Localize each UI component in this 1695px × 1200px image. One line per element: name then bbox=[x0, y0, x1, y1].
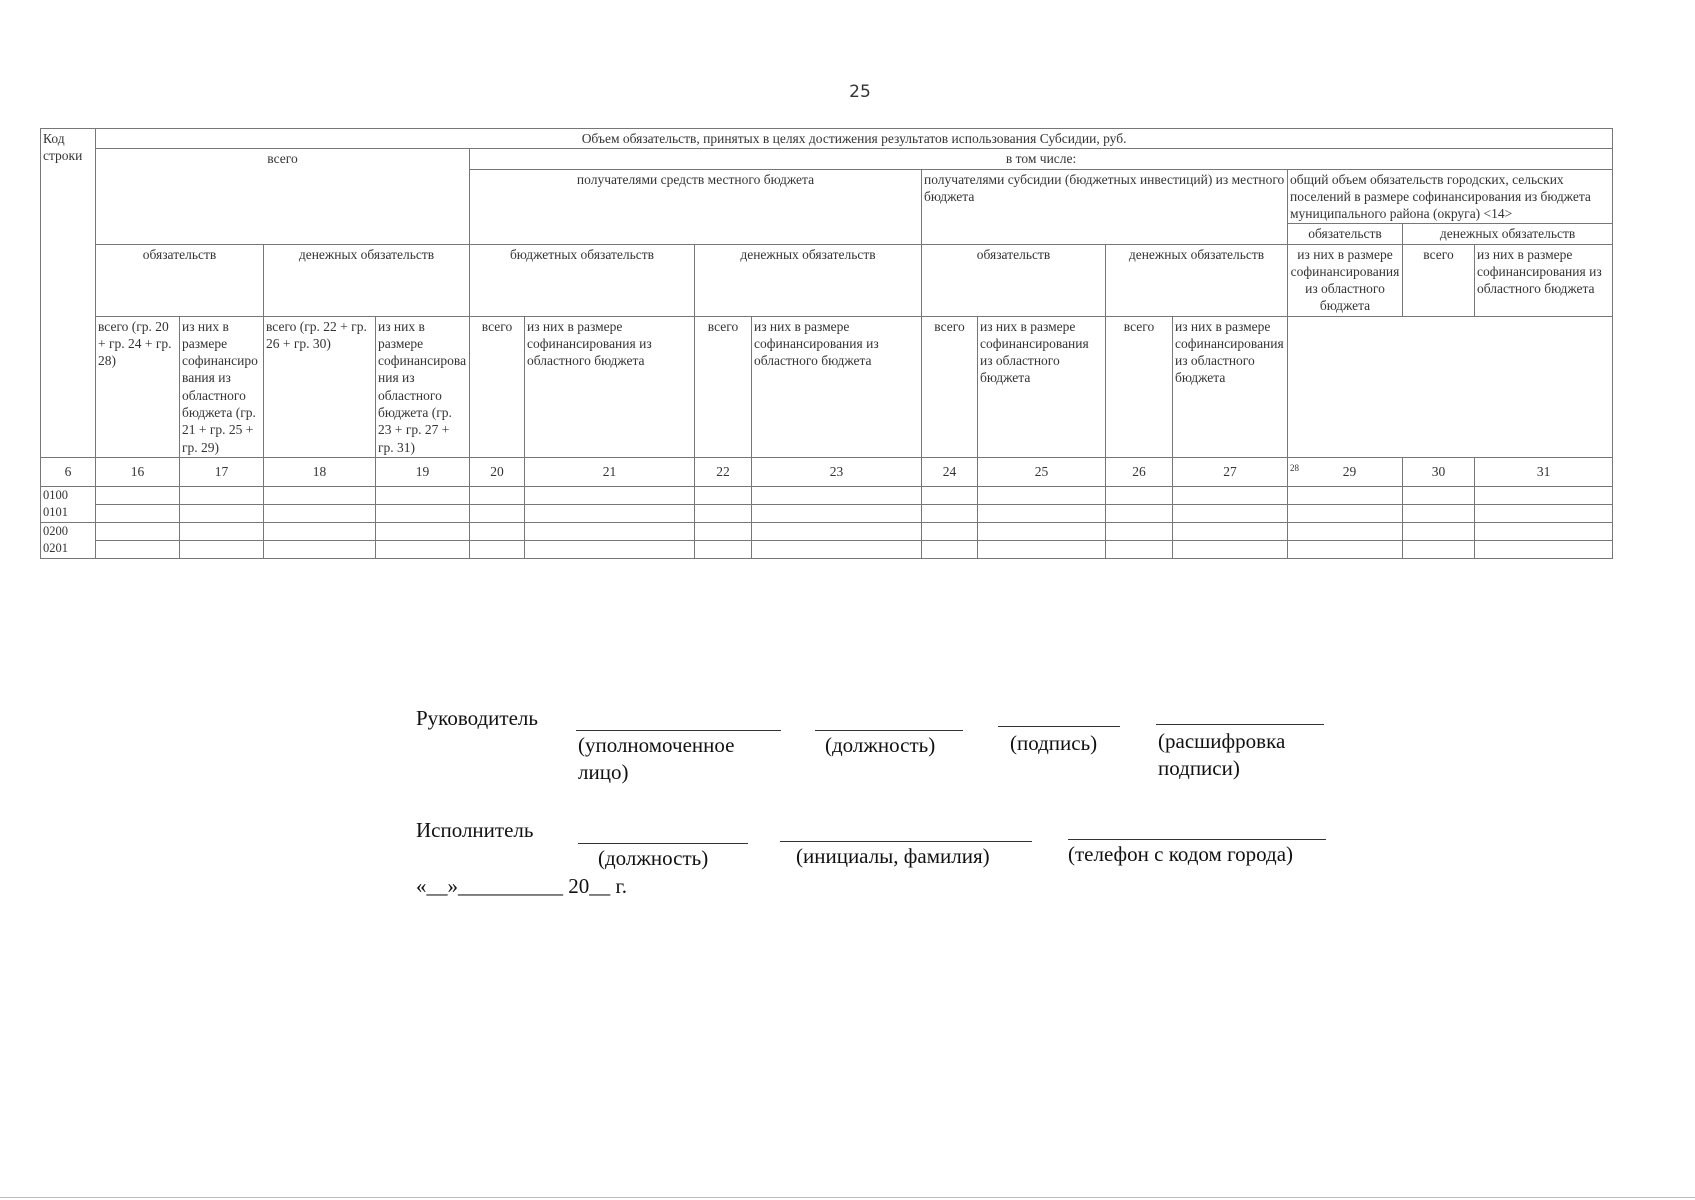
head-caption-person: (уполномоченное лицо) bbox=[578, 733, 735, 785]
sub-monetary-header: денежных обязательств bbox=[264, 244, 470, 316]
head-signature-line bbox=[998, 726, 1120, 727]
head-person-line bbox=[576, 730, 781, 731]
column-number: 30 bbox=[1403, 457, 1475, 486]
col-26-header: всего bbox=[1106, 316, 1173, 457]
column-number: 18 bbox=[264, 457, 376, 486]
sub-monetary-header: денежных обязательств bbox=[1106, 244, 1288, 316]
column-number bbox=[1288, 457, 1403, 486]
main-header: Объем обязательств, принятых в целях достижения результатов использования Субсидии, руб. bbox=[96, 129, 1613, 149]
column-number: 20 bbox=[470, 457, 525, 486]
column-number: 24 bbox=[922, 457, 978, 486]
head-caption-signature: (подпись) bbox=[1010, 731, 1098, 755]
column-number: 19 bbox=[376, 457, 470, 486]
obligations-table bbox=[40, 128, 1613, 559]
column-number-29: 29 bbox=[1342, 464, 1357, 480]
scan-edge-line bbox=[0, 1197, 1695, 1198]
col-27-header: из них в размере софинансирования из областного бюджета bbox=[1173, 316, 1288, 457]
including-header: в том числе: bbox=[470, 149, 1613, 169]
group-settlements-header: общий объем обязательств городских, сельских поселений в размере софинансирования из бюджета муниципального района (округа) <14> bbox=[1288, 169, 1613, 224]
col-21-header: из них в размере софинансирования из областного бюджета bbox=[525, 316, 695, 457]
date-line: «__»__________ 20__ г. bbox=[416, 874, 627, 898]
column-number-row bbox=[41, 457, 1613, 486]
row-code: 0101 bbox=[41, 504, 96, 522]
head-label: Руководитель bbox=[416, 706, 538, 730]
sub-monetary-header: денежных обязательств bbox=[1403, 224, 1613, 244]
col-16-header: всего (гр. 20 + гр. 24 + гр. 28) bbox=[96, 316, 180, 457]
group-local-header: получателями средств местного бюджета bbox=[470, 169, 922, 244]
sub-budget-header: бюджетных обязательств bbox=[470, 244, 695, 316]
column-number-28: 28 bbox=[1290, 463, 1299, 474]
sub-obligations-header: обязательств bbox=[96, 244, 264, 316]
executor-caption-phone: (телефон с кодом города) bbox=[1068, 842, 1294, 866]
col-31-header: из них в размере софинансирования из областного бюджета bbox=[1475, 244, 1613, 316]
sub-obligations-header: обязательств bbox=[922, 244, 1106, 316]
total-header: всего bbox=[96, 149, 470, 244]
column-number: 27 bbox=[1173, 457, 1288, 486]
column-number: 6 bbox=[41, 457, 96, 486]
executor-caption-position: (должность) bbox=[598, 846, 709, 870]
col-23-header: из них в размере софинансирования из областного бюджета bbox=[752, 316, 922, 457]
group-subsidy-header: получателями субсидии (бюджетных инвестиций) из местного бюджета bbox=[922, 169, 1288, 244]
executor-label: Исполнитель bbox=[416, 818, 534, 842]
col-22-header: всего bbox=[695, 316, 752, 457]
row-code: 0100 bbox=[41, 486, 96, 504]
col-25-header: из них в размере софинансирования из областного бюджета bbox=[978, 316, 1106, 457]
executor-caption-name: (инициалы, фамилия) bbox=[796, 844, 990, 868]
col-17-header: из них в размере софинансирования из областного бюджета (гр. 21 + гр. 25 + гр. 29) bbox=[180, 316, 264, 457]
col-19-header: из них в размере софинансирования из областного бюджета (гр. 23 + гр. 27 + гр. 31) bbox=[376, 316, 470, 457]
col-24-header: всего bbox=[922, 316, 978, 457]
head-decoding-line bbox=[1156, 724, 1324, 725]
column-number: 22 bbox=[695, 457, 752, 486]
column-number: 17 bbox=[180, 457, 264, 486]
column-number: 26 bbox=[1106, 457, 1173, 486]
row-code: 0201 bbox=[41, 540, 96, 558]
executor-name-line bbox=[780, 841, 1032, 842]
column-number: 25 bbox=[978, 457, 1106, 486]
column-number: 31 bbox=[1475, 457, 1613, 486]
column-number: 23 bbox=[752, 457, 922, 486]
sub-obligations-header: обязательств bbox=[1288, 224, 1403, 244]
sub-monetary-header: денежных обязательств bbox=[695, 244, 922, 316]
executor-position-line bbox=[578, 843, 748, 844]
col-30-header: всего bbox=[1403, 244, 1475, 316]
page-number: 25 bbox=[849, 82, 871, 102]
head-caption-decoding: (расшифровка подписи) bbox=[1158, 729, 1286, 781]
head-position-line bbox=[815, 730, 963, 731]
column-number: 16 bbox=[96, 457, 180, 486]
col-20-header: всего bbox=[470, 316, 525, 457]
col-18-header: всего (гр. 22 + гр. 26 + гр. 30) bbox=[264, 316, 376, 457]
column-number: 21 bbox=[525, 457, 695, 486]
row-code: 0200 bbox=[41, 522, 96, 540]
col-28-29-header: из них в размере софинансирования из областного бюджета bbox=[1288, 244, 1403, 316]
code-header: Код строки bbox=[41, 129, 96, 458]
head-caption-position: (должность) bbox=[825, 733, 936, 757]
executor-phone-line bbox=[1068, 839, 1326, 840]
